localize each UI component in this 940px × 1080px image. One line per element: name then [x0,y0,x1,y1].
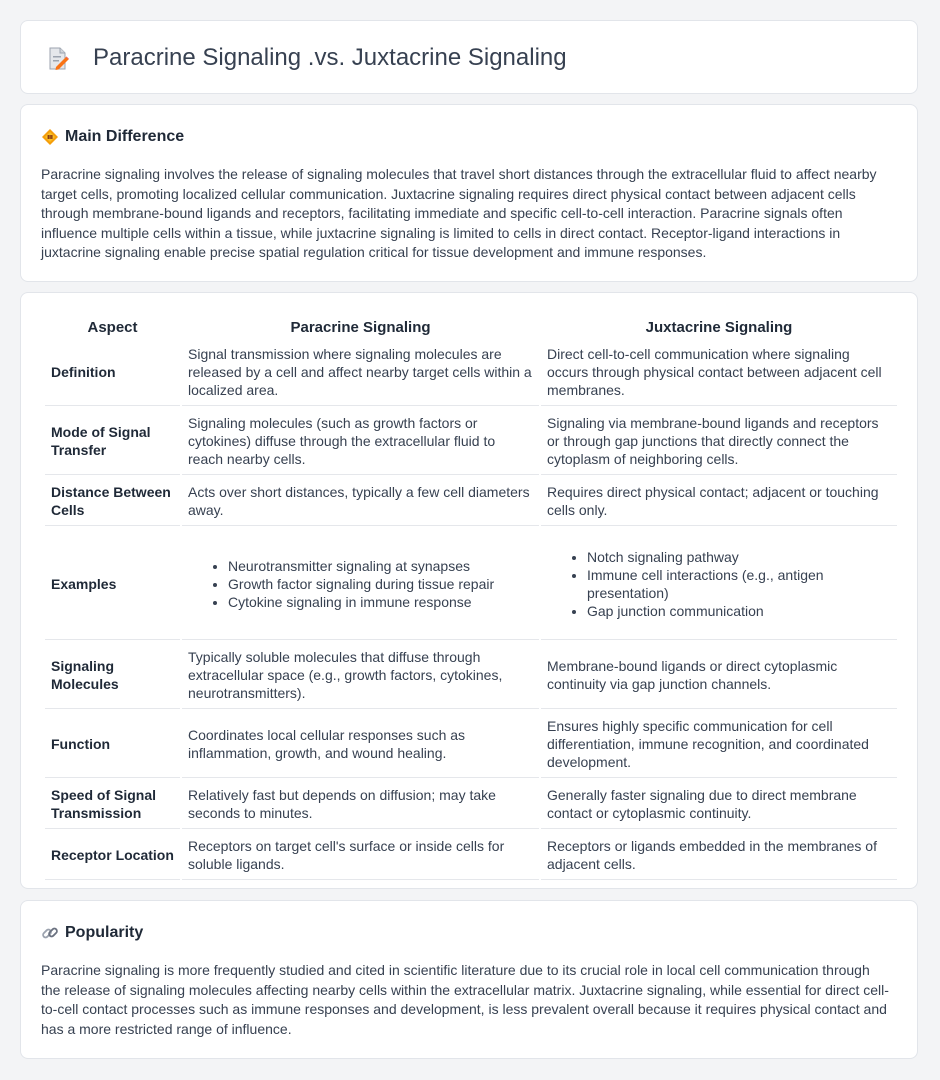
table-row [45,528,897,640]
table-header-row [45,315,897,337]
aspect-cell: Signaling Molecules [45,642,180,709]
juxtacrine-cell: Membrane-bound ligands or direct cytoplasmic continuity via gap junction channels. [541,642,897,709]
table-row [45,711,897,778]
juxtacrine-cell: Generally faster signaling due to direct membrane contact or cytoplasmic continuity. [541,780,897,829]
popularity-card [20,900,918,1059]
paracrine-cell: Acts over short distances, typically a few cell diameters away. [182,477,539,526]
aspect-cell: Distance Between Cells [45,477,180,526]
table-row [45,780,897,829]
juxtacrine-cell [541,528,897,640]
table-row [45,642,897,709]
paracrine-cell: Receptors on target cell's surface or inside cells for soluble ligands. [182,831,539,880]
header-card [20,20,918,94]
paracrine-cell [182,528,539,640]
juxtacrine-cell: Ensures highly specific communication for cell differentiation, immune recognition, and coordinated development. [541,711,897,778]
popularity-title: Popularity [65,924,144,941]
table-row [45,408,897,475]
header-juxtacrine: Juxtacrine Signaling [645,319,793,336]
page-title: Paracrine Signaling .vs. Juxtacrine Signaling [93,44,567,71]
table-row [45,477,897,526]
paracrine-cell: Coordinates local cellular responses such as inflammation, growth, and wound healing. [182,711,539,778]
diamond-warning-icon [41,128,59,146]
aspect-cell: Speed of Signal Transmission [45,780,180,829]
aspect-cell: Function [45,711,180,778]
header-aspect: Aspect [87,319,138,336]
list-item: • Growth factor signaling during tissue repair [228,575,533,593]
main-difference-title: Main Difference [65,128,185,145]
aspect-cell: Definition [45,339,180,406]
table-row [45,339,897,406]
main-difference-heading [41,128,184,146]
header-paracrine: Paracrine Signaling [290,319,431,336]
paracrine-cell: Signaling molecules (such as growth factors or cytokines) diffuse through the extracellular fluid to reach nearby cells. [182,408,539,475]
aspect-cell: Receptor Location [45,831,180,880]
paracrine-examples-list [188,557,533,611]
document-pencil-icon [47,47,69,71]
paracrine-cell: Relatively fast but depends on diffusion; may take seconds to minutes. [182,780,539,829]
main-difference-text: Paracrine signaling involves the release of signaling molecules that travel short distances through the extracellular fluid to affect nearby target cells, promoting localized cellular communication. Juxtacrine signaling requires direct physical contact between adjacent cells through membrane-bound ligands and receptors, facilitating immediate and specific cell-to-cell interaction. Paracrine signals often influence multiple cells within a tissue, while juxtacrine signaling is limited to cells in direct contact. Receptor-ligand interactions in juxtacrine signaling enable precise spatial regulation critical for tissue development and immune responses. [41,166,877,261]
comparison-table-card [20,292,918,889]
list-item: • Immune cell interactions (e.g., antigen presentation) [587,566,891,602]
popularity-text: Paracrine signaling is more frequently studied and cited in scientific literature due to its crucial role in local cell communication through the release of signaling molecules affecting nearby cells within the extracellular matrix. Juxtacrine signaling, while essential for direct cell-to-cell contact processes such as immune responses and development, is less prevalent overall because it requires physical contact and has a more restricted range of influence. [41,962,889,1037]
juxtacrine-examples-list [547,548,891,620]
aspect-cell: Mode of Signal Transfer [45,408,180,475]
juxtacrine-cell: Signaling via membrane-bound ligands and receptors or through gap junctions that directly connect the cytoplasm of neighboring cells. [541,408,897,475]
list-item: • Neurotransmitter signaling at synapses [228,557,533,575]
juxtacrine-cell: Direct cell-to-cell communication where signaling occurs through physical contact between adjacent cell membranes. [541,339,897,406]
juxtacrine-cell: Receptors or ligands embedded in the membranes of adjacent cells. [541,831,897,880]
popularity-heading [41,924,143,942]
paracrine-cell: Signal transmission where signaling molecules are released by a cell and affect nearby target cells within a localized area. [182,339,539,406]
table-row [45,831,897,880]
juxtacrine-cell: Requires direct physical contact; adjacent or touching cells only. [541,477,897,526]
list-item: • Gap junction communication [587,602,891,620]
list-item: • Notch signaling pathway [587,548,891,566]
main-difference-card [20,104,918,282]
aspect-cell: Examples [45,528,180,640]
comparison-table [43,313,899,882]
link-icon [41,924,59,942]
list-item: • Cytokine signaling in immune response [228,593,533,611]
paracrine-cell: Typically soluble molecules that diffuse through extracellular space (e.g., growth factors, cytokines, neurotransmitters). [182,642,539,709]
